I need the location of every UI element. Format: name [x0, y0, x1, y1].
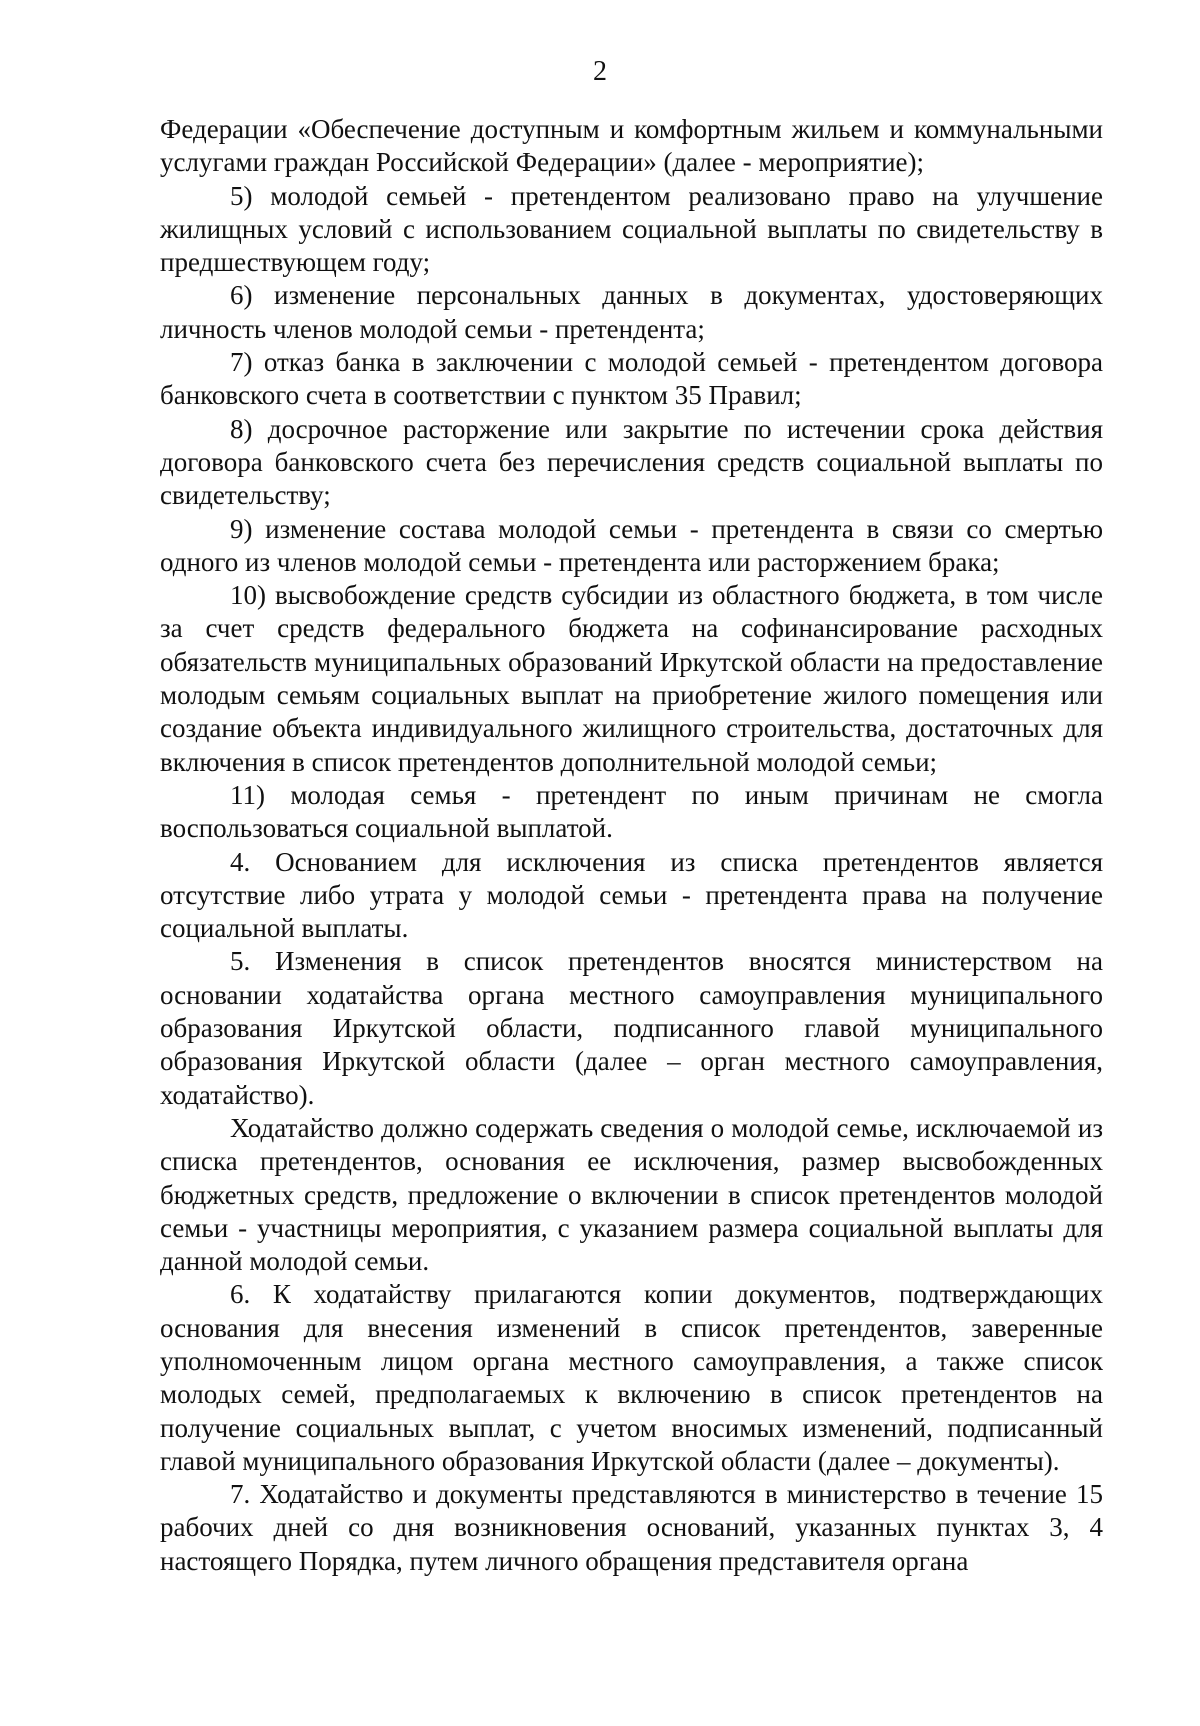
paragraph-item-8: 8) досрочное расторжение или закрытие по истечении срока действия договора банковского счета без перечисления средств социальной выплаты по свидетельству;: [160, 413, 1103, 511]
paragraph-item-11: 11) молодая семья - претендент по иным причинам не смогла воспользоваться социальной выплатой.: [160, 779, 1103, 844]
paragraph-continuation: Федерации «Обеспечение доступным и комфортным жильем и коммунальными услугами граждан Российской Федерации» (далее - мероприятие);: [160, 114, 1103, 178]
paragraph-section-7: 7. Ходатайство и документы представляются в министерство в течение 15 рабочих дней со дня возникновения оснований, указанных пунктах 3, 4 настоящего Порядка, путем личного обращения представителя органа: [160, 1479, 1103, 1576]
paragraph-petition-contents: Ходатайство должно содержать сведения о молодой семье, исключаемой из списка претендентов, основания ее исключения, размер высвобожденных бюджетных средств, предложение о включении в список претендентов молодой семьи - участницы мероприятия, с указанием размера социальной выплаты для данной молодой семьи.: [160, 1112, 1103, 1277]
paragraph-item-7: 7) отказ банка в заключении с молодой семьей - претендентом договора банковского счета в соответствии с пунктом 35 Правил;: [160, 347, 1103, 411]
paragraph-section-4: 4. Основанием для исключения из списка претендентов является отсутствие либо утрата у молодой семьи - претендента права на получение социальной выплаты.: [160, 846, 1103, 944]
paragraph-item-5: 5) молодой семьей - претендентом реализовано право на улучшение жилищных условий с использованием социальной выплаты по свидетельству в предшествующем году;: [160, 180, 1103, 278]
paragraph-item-6: 6) изменение персональных данных в документах, удостоверяющих личность членов молодой семьи - претендента;: [160, 280, 1103, 344]
page-number: 2: [593, 56, 607, 87]
paragraph-item-9: 9) изменение состава молодой семьи - претендента в связи со смертью одного из членов молодой семьи - претендента или расторжением брака;: [160, 513, 1103, 577]
paragraph-item-10: 10) высвобождение средств субсидии из областного бюджета, в том числе за счет средств федерального бюджета на софинансирование расходных обязательств муниципальных образований Иркутской области на предоставление молодым семьям социальных выплат на приобретение жилого помещения или создание объекта индивидуального жилищного строительства, достаточных для включения в список претендентов дополнительной молодой семьи;: [160, 580, 1103, 777]
paragraph-section-5: 5. Изменения в список претендентов вносятся министерством на основании ходатайства органа местного самоуправления муниципального образования Иркутской области, подписанного главой муниципального образования Иркутской области (далее – орган местного самоуправления, ходатайство).: [160, 946, 1103, 1110]
document-body: [160, 113, 1103, 1578]
paragraph-section-6: 6. К ходатайству прилагаются копии документов, подтверждающих основания для внесения изменений в список претендентов, заверенные уполномоченным лицом органа местного самоуправления, а также список молодых семей, предполагаемых к включению в список претендентов на получение социальных выплат, с учетом вносимых изменений, подписанный главой муниципального образования Иркутской области (далее – документы).: [160, 1279, 1103, 1476]
